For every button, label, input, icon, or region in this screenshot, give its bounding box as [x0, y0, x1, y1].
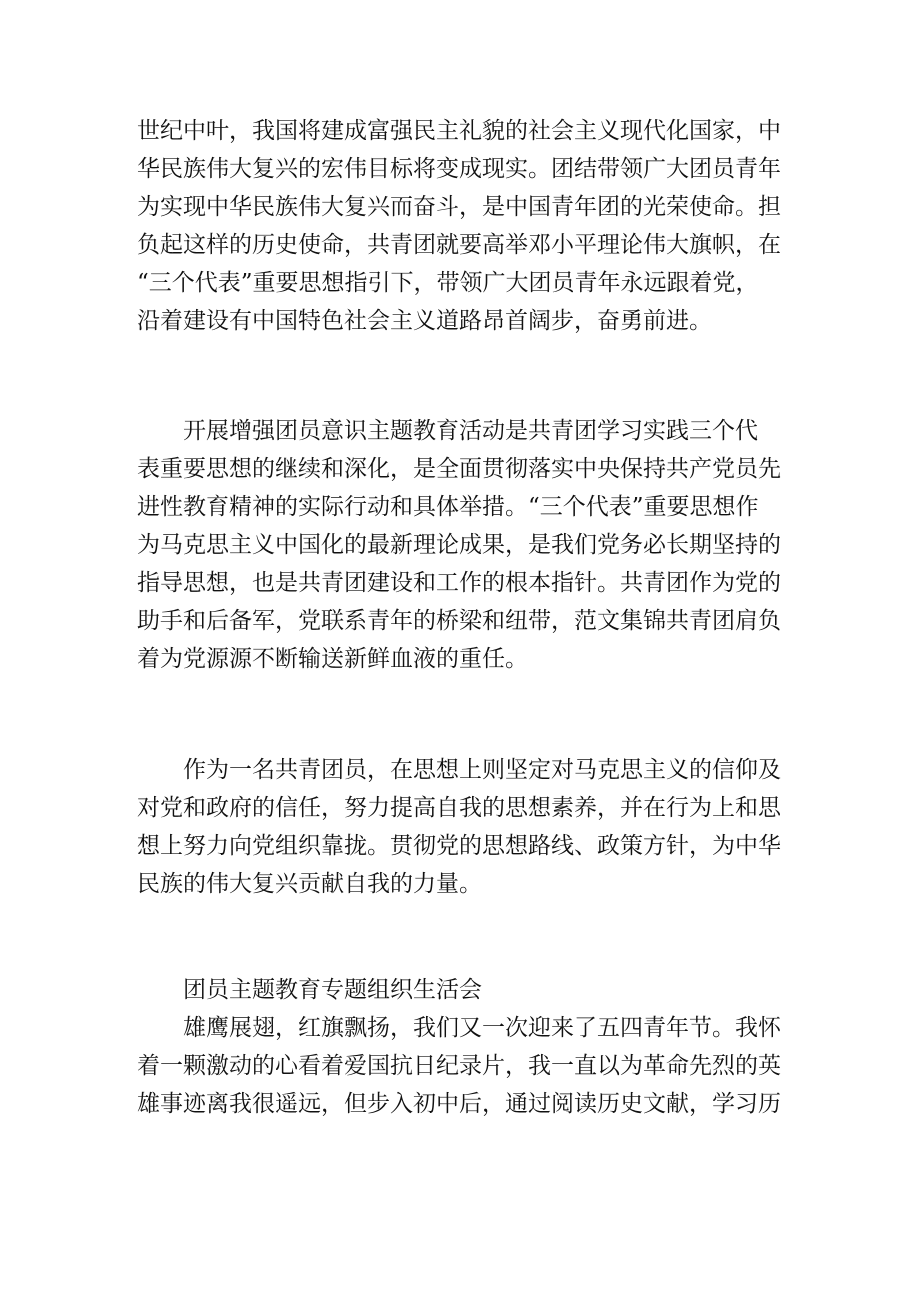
text-line: 开展增强团员意识主题教育活动是共青团学习实践三个代	[137, 418, 758, 444]
paragraph-5	[137, 1009, 781, 1123]
heading-line: 团员主题教育专题组织生活会	[137, 977, 482, 1003]
text-line: 着一颗激动的心看着爱国抗日纪录片，我一直以为革命先烈的英	[137, 1053, 781, 1079]
text-line: 想上努力向党组织靠拢。贯彻党的思想路线、政策方针，为中华	[137, 833, 781, 859]
text-line: 世纪中叶，我国将建成富强民主礼貌的社会主义现代化国家，中	[137, 118, 781, 144]
text-line: 指导思想，也是共青团建设和工作的根本指针。共青团作为党的	[137, 570, 781, 596]
text-line: 着为党源源不断输送新鲜血液的重任。	[137, 646, 528, 672]
text-line: 助手和后备军，党联系青年的桥梁和纽带，范文集锦共青团肩负	[137, 608, 781, 634]
paragraph-3	[137, 751, 781, 903]
section-heading	[137, 971, 482, 1009]
text-line: 进性教育精神的实际行动和具体举措。“三个代表”重要思想作	[137, 494, 759, 520]
paragraph-2	[137, 412, 781, 678]
text-line: 表重要思想的继续和深化，是全面贯彻落实中央保持共产党员先	[137, 456, 781, 482]
text-line: 沿着建设有中国特色社会主义道路昂首阔步，奋勇前进。	[137, 308, 712, 334]
text-line: 作为一名共青团员，在思想上则坚定对马克思主义的信仰及	[137, 757, 781, 783]
text-line: 负起这样的历史使命，共青团就要高举邓小平理论伟大旗帜，在	[137, 232, 781, 258]
text-line: 为马克思主义中国化的最新理论成果，是我们党务必长期坚持的	[137, 532, 781, 558]
text-line: 为实现中华民族伟大复兴而奋斗，是中国青年团的光荣使命。担	[137, 194, 781, 220]
text-line: “三个代表”重要思想指引下，带领广大团员青年永远跟着党，	[137, 270, 759, 296]
text-line: 华民族伟大复兴的宏伟目标将变成现实。团结带领广大团员青年	[137, 156, 781, 182]
text-line: 对党和政府的信任，努力提高自我的思想素养，并在行为上和思	[137, 795, 781, 821]
paragraph-1	[137, 112, 781, 340]
text-line: 雄鹰展翅，红旗飘扬，我们又一次迎来了五四青年节。我怀	[137, 1015, 781, 1041]
text-line: 雄事迹离我很遥远，但步入初中后，通过阅读历史文献，学习历	[137, 1091, 781, 1117]
text-line: 民族的伟大复兴贡献自我的力量。	[137, 871, 482, 897]
